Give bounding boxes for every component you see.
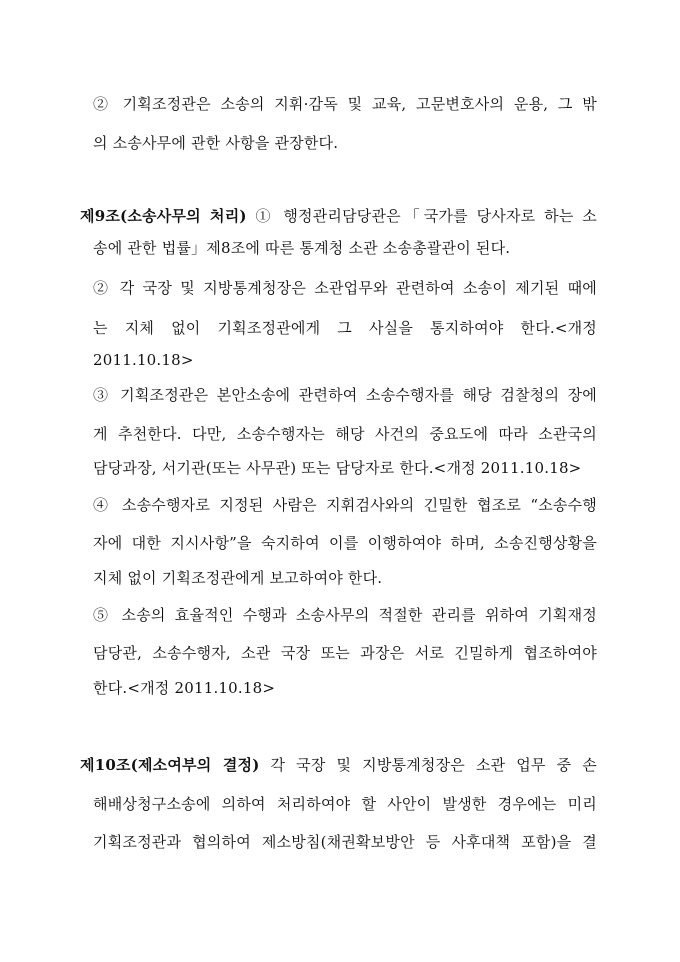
article-9-p3-line-3: 담당과장, 서기관(또는 사무관) 또는 담당자로 한다.<개정 2011.10.18>	[93, 459, 582, 477]
para-2-line-2: 의 소송사무에 관한 사항을 관장한다.	[93, 134, 339, 152]
article-10-line-2: 해배상청구소송에 의하여 처리하여야 할 사안이 발생한 경우에는 미리	[93, 795, 597, 813]
article-10-line-1: 각 국장 및 지방통계청장은 소관 업무 중 손	[259, 756, 597, 774]
article-9-p5-line-2: 담당관, 소송수행자, 소관 국장 또는 과장은 서로 긴밀하게 협조하여야	[93, 644, 597, 662]
article-9-p4-line-2: 자에 대한 지시사항”을 숙지하여 이를 이행하여야 하며, 소송진행상황을	[93, 534, 597, 552]
article-10-line-3: 기획조정관과 협의하여 제소방침(채권확보방안 등 사후대책 포함)을 결	[93, 833, 597, 851]
para-2-line-1: ② 기획조정관은 소송의 지휘·감독 및 교육, 고문변호사의 운용, 그 밖	[93, 95, 597, 113]
article-9-p2-line-2: 는 지체 없이 기획조정관에게 그 사실을 통지하여야 한다.<개정	[93, 319, 597, 337]
article-10-title: 제10조(제소여부의 결정)	[80, 756, 260, 774]
article-9-first-line	[80, 206, 597, 226]
article-9-p3-line-1: ③ 기획조정관은 본안소송에 관련하여 소송수행자를 해당 검찰청의 장에	[93, 386, 597, 404]
article-9-p2-line-3: 2011.10.18>	[93, 351, 194, 369]
article-9-p1-line-1: ① 행정관리담당관은「국가를 당사자로 하는 소	[246, 207, 597, 225]
article-10-first-line	[80, 755, 597, 775]
article-9-title: 제9조(소송사무의 처리)	[80, 207, 247, 225]
article-9-p1-line-2: 송에 관한 법률」제8조에 따른 통계청 소관 소송총괄관이 된다.	[93, 239, 511, 257]
article-9-p5-line-1: ⑤ 소송의 효율적인 수행과 소송사무의 적절한 관리를 위하여 기획재정	[93, 606, 597, 624]
article-9-p5-line-3: 한다.<개정 2011.10.18>	[93, 679, 276, 697]
article-9-p4-line-1: ④ 소송수행자로 지정된 사람은 지휘검사와의 긴밀한 협조로 “소송수행	[93, 496, 597, 514]
article-9-p4-line-3: 지체 없이 기획조정관에게 보고하여야 한다.	[93, 569, 383, 587]
article-9-p2-line-1: ② 각 국장 및 지방통계청장은 소관업무와 관련하여 소송이 제기된 때에	[93, 279, 597, 297]
article-9-p3-line-2: 게 추천한다. 다만, 소송수행자는 해당 사건의 중요도에 따라 소관국의	[93, 425, 597, 443]
